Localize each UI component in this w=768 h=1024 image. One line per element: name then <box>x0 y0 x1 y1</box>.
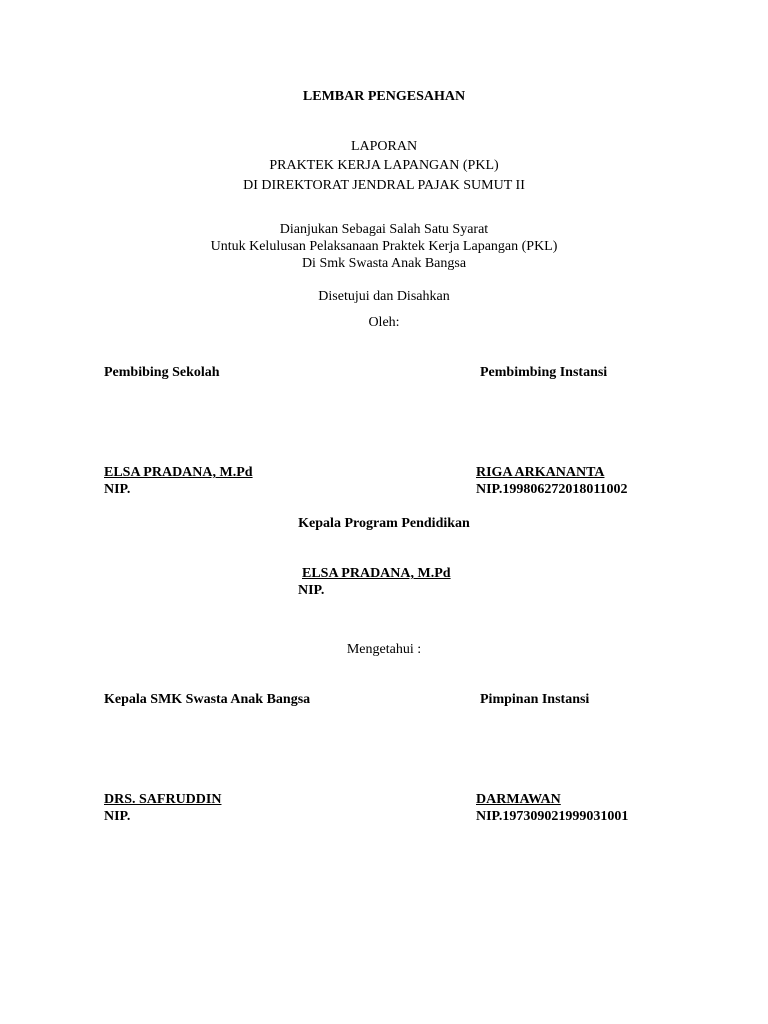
agency-head-nip: NIP.197309021999031001 <box>476 809 629 824</box>
report-title-line-2: PRAKTEK KERJA LAPANGAN (PKL) <box>269 158 499 173</box>
document-heading: LEMBAR PENGESAHAN <box>302 89 466 104</box>
approval-line-1: Disetujui dan Disahkan <box>318 289 450 304</box>
approval-line-2: Oleh: <box>368 315 400 330</box>
agency-supervisor-name: RIGA ARKANANTA <box>476 465 605 480</box>
agency-supervisor-nip: NIP.199806272018011002 <box>476 482 628 497</box>
program-head-name: ELSA PRADANA, M.Pd <box>302 566 451 581</box>
school-supervisor-name: ELSA PRADANA, M.Pd <box>104 465 253 480</box>
school-supervisor-role: Pembibing Sekolah <box>104 365 220 380</box>
program-head-nip: NIP. <box>298 583 325 598</box>
school-principal-nip: NIP. <box>104 809 131 824</box>
report-title-line-3: DI DIREKTORAT JENDRAL PAJAK SUMUT II <box>243 178 525 193</box>
agency-supervisor-role: Pembimbing Instansi <box>480 365 608 380</box>
agency-head-role: Pimpinan Instansi <box>480 692 590 707</box>
report-title-line-1: LAPORAN <box>350 139 418 154</box>
school-principal-name: DRS. SAFRUDDIN <box>104 792 222 807</box>
school-supervisor-nip: NIP. <box>104 482 131 497</box>
program-head-role: Kepala Program Pendidikan <box>298 516 470 531</box>
school-principal-role: Kepala SMK Swasta Anak Bangsa <box>104 692 311 707</box>
agency-head-name: DARMAWAN <box>476 792 561 807</box>
purpose-line-3: Di Smk Swasta Anak Bangsa <box>301 256 467 271</box>
purpose-line-1: Dianjukan Sebagai Salah Satu Syarat <box>279 222 489 237</box>
purpose-line-2: Untuk Kelulusan Pelaksanaan Praktek Kerja Lapangan (PKL) <box>210 239 558 254</box>
acknowledged-label: Mengetahui : <box>346 642 422 657</box>
